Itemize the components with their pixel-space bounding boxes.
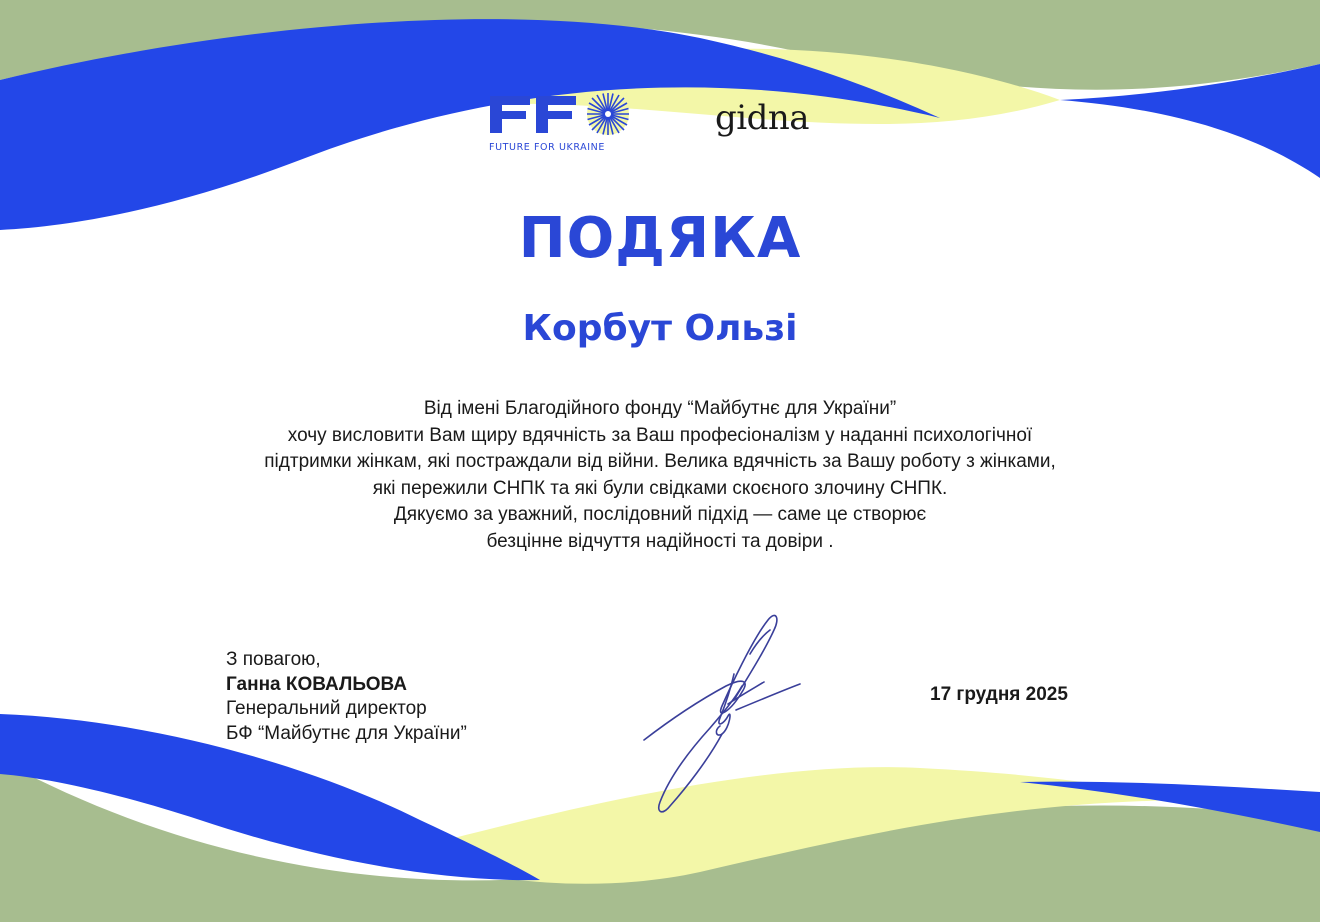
signatory-block [226,648,467,746]
certificate-title: ПОДЯКА [518,206,802,271]
handwritten-signature [630,600,820,830]
certificate-body [140,396,1180,555]
body-line: хочу висловити Вам щиру вдячність за Ваш професіоналізм у наданні психологічної [287,424,1033,446]
closing-text: З повагою, [226,649,321,670]
signatory-organization: БФ “Майбутнє для України” [226,722,467,744]
signatory-position: Генеральний директор [226,698,427,719]
body-line: Від імені Благодійного фонду “Майбутнє для України” [423,398,897,419]
body-line: які пережили СНПК та які були свідками скоєного злочину СНПК. [372,477,948,499]
signatory-name: Ганна КОВАЛЬОВА [226,673,408,695]
body-line: підтримки жінкам, які постраждали від війни. Велика вдячність за Вашу роботу з жінками, [264,451,1056,472]
recipient-name: Корбут Ользі [522,308,798,349]
ff-logo-mark [488,92,634,136]
ff-tagline: FUTURE FOR UKRAINE [489,142,605,153]
sun-rays-icon [587,93,629,135]
certificate-date: 17 грудня 2025 [930,684,1068,705]
body-line: Дякуємо за уважний, послідовний підхід — саме це створює [393,504,927,525]
logos-row [488,92,828,158]
body-line: безцінне відчуття надійності та довіри . [486,530,834,552]
future-for-ukraine-logo [488,92,634,154]
gidna-logo: gidna [715,98,810,138]
